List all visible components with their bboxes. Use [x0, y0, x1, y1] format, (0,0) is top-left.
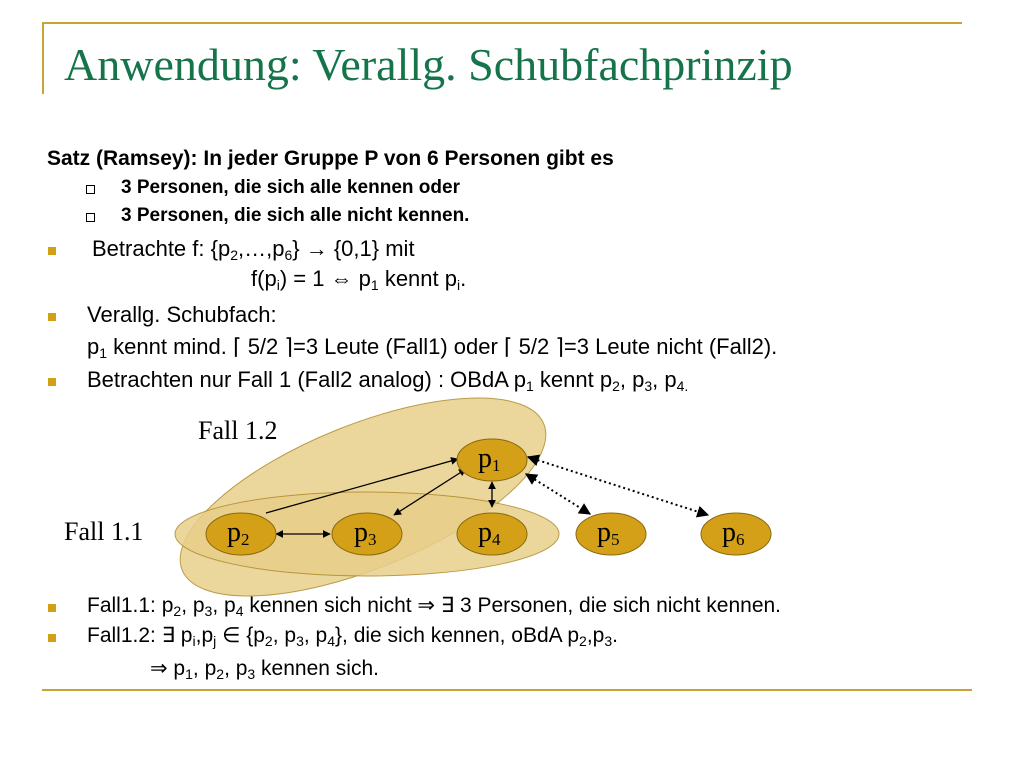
- node-p6-label: $p_6$: [722, 517, 745, 549]
- bullet-5-line-1: Fall1.2: ∃ $p_i,p_j$ ∈ {$p_2$, $p_3$, $p_4$}, die sich kennen, oBdA $p_2,p_3$.: [87, 624, 618, 649]
- node-p2-label: $p_2$: [227, 517, 250, 549]
- theorem-heading: Satz (Ramsey): In jeder Gruppe P von 6 Personen gibt es: [47, 147, 614, 170]
- node-p3-label: $p_3$: [354, 517, 377, 549]
- bullet-2-line-2: $p_1$ kennt mind. ⌈ 5/2 ⌉=3 Leute (Fall1) oder ⌈ 5/2 ⌉=3 Leute nicht (Fall2).: [87, 334, 778, 361]
- bullet-2-line-1: Verallg. Schubfach:: [87, 302, 277, 327]
- slide-title: Anwendung: Verallg. Schubfachprinzip: [64, 39, 793, 90]
- bullet-icon: [48, 604, 56, 612]
- fall-1-1-label: Fall 1.1: [64, 517, 144, 546]
- node-p4-label: $p_4$: [478, 517, 501, 549]
- fall-1-2-label: Fall 1.2: [198, 416, 278, 445]
- bullet-1-line-1: Betrachte f: $\{p_2,\dots,p_6\} \to \{0,1\}$ mit: [92, 236, 415, 263]
- bullet-icon: [48, 634, 56, 642]
- theorem-item-2: 3 Personen, die sich alle nicht kennen.: [121, 205, 470, 226]
- theorem-item-1: 3 Personen, die sich alle kennen oder: [121, 177, 460, 198]
- node-p5-label: $p_5$: [597, 517, 620, 549]
- edge-p1-p6: [528, 457, 708, 515]
- bullet-5-line-2: ⇒ $p_1$, $p_2$, $p_3$ kennen sich.: [150, 657, 379, 682]
- node-p1-label: $p_1$: [478, 443, 501, 475]
- bullet-3-line: Betrachten nur Fall 1 (Fall2 analog) : OBdA $p_1$ kennt $p_2$, $p_3$, $p_{4.}$: [87, 367, 689, 394]
- bullet-1-line-2: $f(p_i) = 1$ ⇔ $p_1$ kennt $p_i$.: [251, 266, 467, 293]
- edge-p1-p5: [526, 474, 590, 514]
- bullet-4-line: Fall1.1: $p_2$, $p_3$, $p_4$ kennen sich nicht ⇒ ∃ 3 Personen, die sich nicht kennen.: [87, 594, 782, 619]
